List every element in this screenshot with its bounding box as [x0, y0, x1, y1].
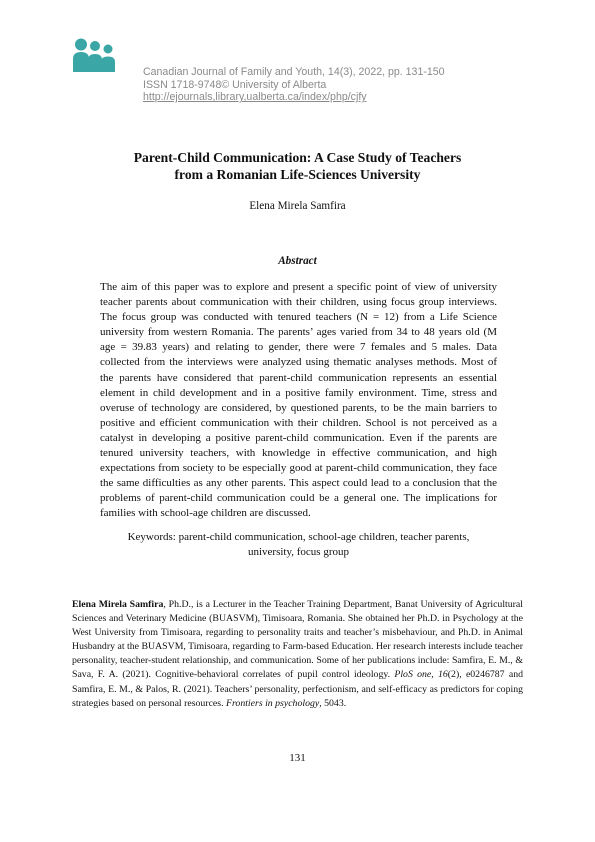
page-number: 131 [289, 752, 306, 764]
abstract-heading: Abstract [278, 255, 317, 267]
bio-volume-1: 16 [438, 669, 448, 681]
journal-citation: Canadian Journal of Family and Youth, 14(3), 2022, pp. 131-150 [143, 66, 445, 78]
author-bio [72, 598, 523, 711]
bio-journal-1: PloS one [394, 669, 432, 681]
journal-url-link[interactable]: http://ejournals,library,ualberta.ca/index/php/cjfy [143, 91, 367, 104]
bio-author-name: Elena Mirela Samfira [72, 599, 164, 610]
bio-text-2: , [431, 669, 438, 681]
keywords-line-2: university, focus group [247, 546, 350, 558]
bio-text-1: , Ph.D., is a Lecturer in the Teacher Training Department, Banat University of Agricultural Sciences and Veterinary Medicine (BUASVM), Timisoara, Romania. She obtained her Ph.D. in Psychology at the West University from Timisoara, regarding to personality traits and teacher’s misbehaviour, and Ph.D. in Animal Husbandry at the BUASVM, Timisoara, regarding to Farm-based Education. Her research interests include teacher personality, teacher-student relationship, and communication. Some of her publications include: Samfira, E. M., & Sava, F. A. (2021). Cognitive-behavioral correlates of pupil control ideology. [72, 599, 523, 681]
paper-title-line-2: from a Romanian Life-Sciences University [174, 166, 421, 182]
journal-issn: ISSN 1718-9748© University of Alberta [143, 78, 327, 91]
journal-header [143, 66, 445, 104]
bio-text-3: (2), e0246787 and Samfira, E. M., & Palos, R. (2021). Teachers’ personality, perfectionism, and self-efficacy as predictors for coping strategies based on personal resources. [72, 669, 523, 709]
bio-journal-2: Frontiers in psychology [225, 697, 320, 709]
keywords [100, 530, 497, 560]
abstract-text: The aim of this paper was to explore and present a specific point of view of university teacher parents about communication with their children, using focus group interviews. The focus group was conducted with tenured teachers (N = 12) from a Life Science university from western Romania. The parents’ ages varied from 34 to 48 years old (M age = 39.83 years) and relating to gender, there were 7 females and 5 males. Data collected from the interviews were analyzed using thematic analyses methods. Most of the parents have considered that parent-child communication represents an essential element in child development and in a positive family environment. Time, stress and overuse of technology are considered, by questioned parents, to be the main barriers to positive and efficient communication with their children. School is not perceived as a catalyst in developing a positive parent-child communication. Even if the parents are tenured university teachers, with knowledge in effective communication, and high expectations from society to be especially good at parent-child communication, they face the same difficulties as any other parents. This aspect could lead to a conclusion that the problems of parent-child communication could be a general one. The implications for families with school-age children are discussed. [100, 281, 497, 520]
author-name: Elena Mirela Samfira [249, 200, 346, 212]
bio-text-4: , 5043. [319, 697, 347, 709]
journal-logo-family-icon [72, 38, 118, 72]
paper-title [0, 150, 595, 183]
keywords-line-1: Keywords: parent-child communication, school-age children, teacher parents, [127, 531, 470, 543]
paper-title-line-1: Parent-Child Communication: A Case Study of Teachers [133, 150, 462, 165]
